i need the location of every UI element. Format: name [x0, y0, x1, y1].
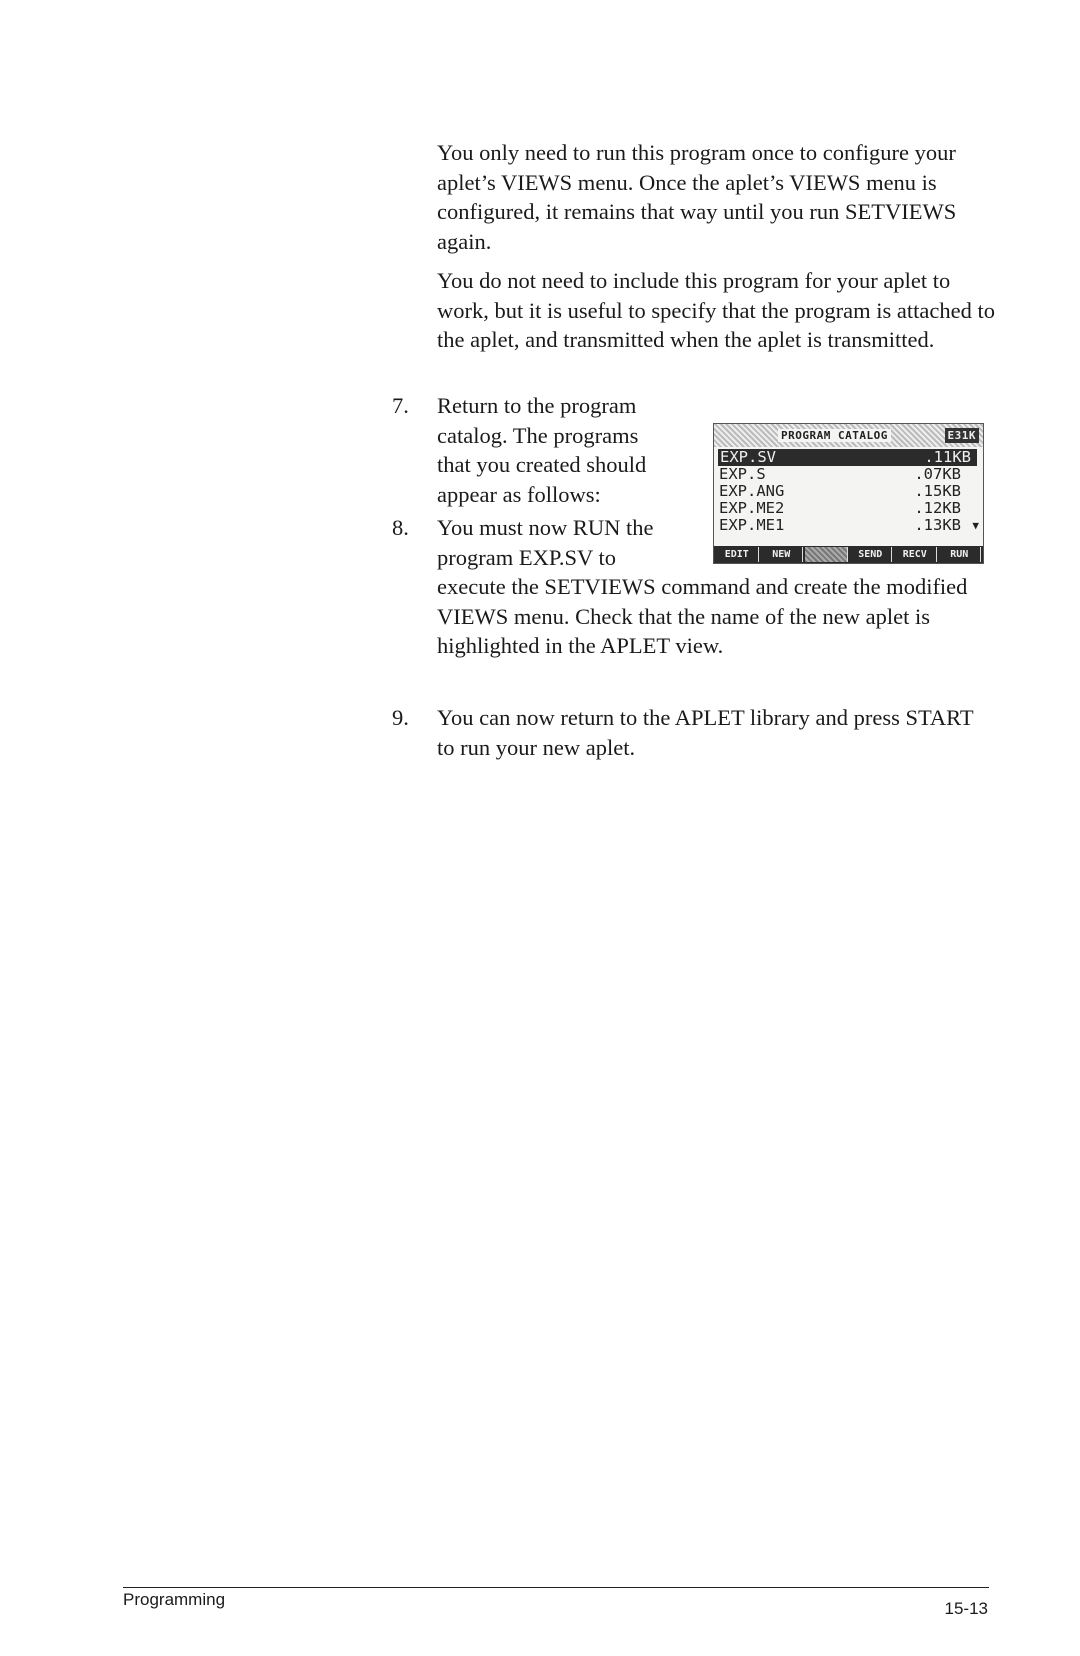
step-9-text: You can now return to the APLET library and press START to run your new aplet. — [437, 705, 974, 760]
catalog-item-size: .11KB — [924, 448, 971, 466]
catalog-item-exp-me2 — [714, 500, 983, 517]
catalog-item-size: .12KB — [914, 499, 961, 517]
catalog-item-exp-s — [714, 466, 983, 483]
catalog-memory: E31K — [945, 428, 980, 443]
step-8-number: 8. — [392, 515, 409, 540]
paragraph-run-once: You only need to run this program once to configure your aplet’s VIEWS menu. Once the aplet’s VIEWS menu is configured, it remains that way until you run SETVIEWS again. — [437, 140, 957, 254]
catalog-item-name: EXP.ANG — [719, 482, 785, 500]
footer-page-number: 15-13 — [944, 1599, 988, 1618]
program-catalog-screenshot — [713, 423, 984, 564]
catalog-item-exp-me1 — [714, 517, 983, 534]
step-9-number: 9. — [392, 705, 409, 730]
footer-section-title: Programming — [123, 1590, 226, 1609]
footer-rule — [123, 1587, 989, 1588]
catalog-item-name: EXP.ME2 — [719, 499, 785, 517]
catalog-item-exp-sv — [718, 449, 977, 466]
step-7-number: 7. — [392, 393, 409, 418]
catalog-item-size: .07KB — [914, 465, 961, 483]
menu-key-run: RUN — [939, 547, 982, 562]
step-8-text-rest: execute the SETVIEWS command and create the modified VIEWS menu. Check that the name of the new aplet is highlighted in the APLET view. — [437, 574, 968, 658]
catalog-item-size: .13KB — [914, 516, 961, 534]
catalog-menu-bar — [714, 546, 983, 563]
menu-key-send: SEND — [850, 547, 893, 562]
catalog-item-size: .15KB — [914, 482, 961, 500]
scroll-down-arrow-icon: ▼ — [972, 519, 979, 532]
catalog-item-name: EXP.S — [719, 465, 766, 483]
catalog-title-bar — [714, 424, 983, 447]
catalog-item-exp-ang — [714, 483, 983, 500]
catalog-item-name: EXP.ME1 — [719, 516, 785, 534]
menu-key-recv: RECV — [894, 547, 937, 562]
catalog-title: PROGRAM CATALOG — [778, 429, 891, 442]
menu-key-blank — [805, 547, 848, 562]
step-8-text-short: You must now RUN the program EXP.SV to — [437, 515, 654, 570]
menu-key-edit: EDIT — [716, 547, 759, 562]
step-7-text: Return to the program catalog. The programs that you created should appear as follows: — [437, 393, 647, 507]
paragraph-include-program: You do not need to include this program for your aplet to work, but it is useful to specify that the program is attached to the aplet, and transmitted when the aplet is transmitted. — [437, 268, 995, 352]
menu-key-new: NEW — [761, 547, 804, 562]
catalog-item-name: EXP.SV — [720, 448, 776, 466]
